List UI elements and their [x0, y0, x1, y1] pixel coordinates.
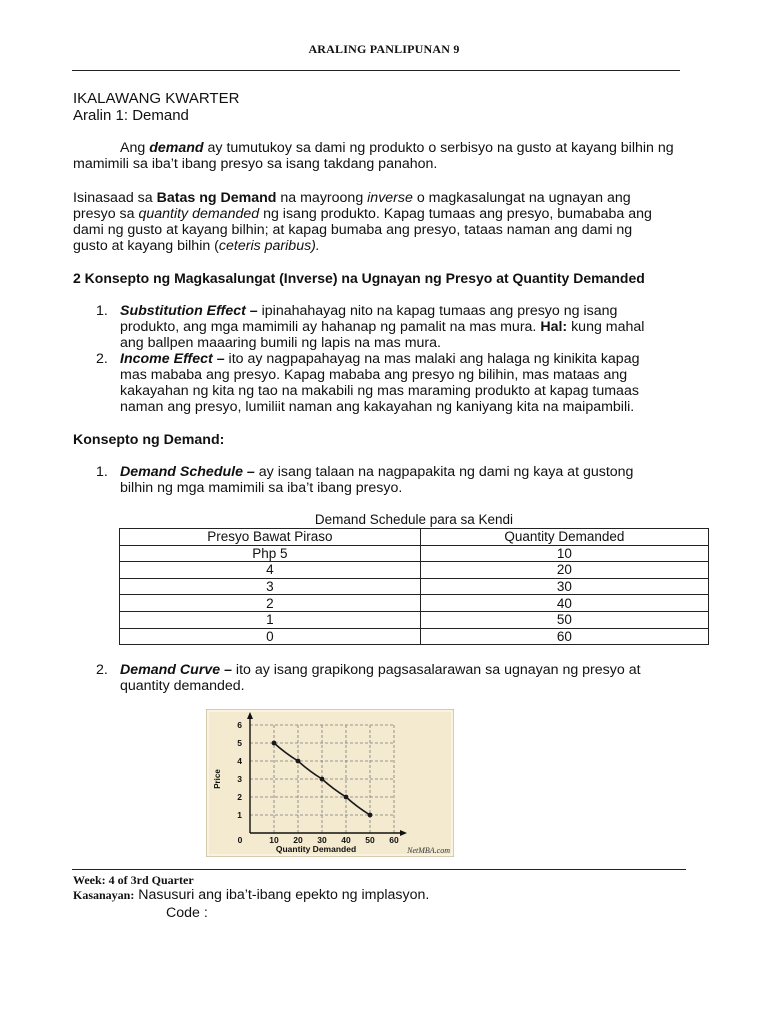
schedule-line1	[120, 464, 633, 480]
x-tick-label: 40	[341, 835, 351, 845]
y-axis-label: Price	[213, 769, 222, 789]
table-cell: 40	[420, 595, 708, 612]
para2-line3: dami ng gusto at kayang bilhin; at kapag bumaba ang presyo, tataas naman ang dami ng	[73, 222, 633, 238]
effect2-line4: naman ang presyo, lumiliit naman ang kakayahan ng kaniyang kita na maipambili.	[120, 399, 635, 415]
schedule-text1: ay isang talaan na nagpapakita ng dami ng kaya at gustong	[254, 464, 634, 480]
x-tick-label: 60	[389, 835, 399, 845]
inverse-concepts-heading: 2 Konsepto ng Magkasalungat (Inverse) na Ugnayan ng Presyo at Quantity Demanded	[73, 270, 645, 286]
effect1-number: 1.	[96, 303, 108, 319]
table-caption: Demand Schedule para sa Kendi	[314, 512, 514, 527]
effect1-line3: ang ballpen maaaring bumili ng lapis na mas mura.	[120, 335, 441, 351]
x-tick-label: 30	[317, 835, 327, 845]
document-header-title: ARALING PANLIPUNAN 9	[308, 42, 460, 56]
table-row	[120, 578, 709, 595]
footer-kasanayan	[73, 887, 429, 903]
x-tick-label: 10	[269, 835, 279, 845]
para2-rest: o magkasalungat na ugnayan ang	[412, 190, 631, 206]
para1-line2: mamimili sa iba’t ibang presyo sa isang takdang panahon.	[73, 156, 438, 172]
data-point	[368, 813, 373, 818]
x-axis-label: Quantity Demanded	[275, 844, 357, 854]
table-cell: 60	[420, 628, 708, 645]
curve-line2: quantity demanded.	[120, 678, 245, 694]
effect2-text1: ito ay nagpapahayag na mas malaki ang halaga ng kinikita kapag	[224, 351, 640, 367]
para2-line2-pre: presyo sa	[73, 206, 139, 222]
table-cell: 3	[120, 578, 421, 595]
para2-line2	[73, 206, 652, 222]
para2-line1	[73, 190, 631, 206]
table-row	[120, 611, 709, 628]
y-tick-label: 4	[237, 756, 242, 766]
demand-concepts-heading: Konsepto ng Demand:	[73, 432, 225, 448]
table-cell: 4	[120, 562, 421, 579]
footer-week: Week: 4 of 3rd Quarter	[73, 873, 194, 887]
para2-ceteris: ceteris paribus).	[218, 238, 320, 254]
demand-curve-chart	[206, 709, 454, 857]
table-cell: 10	[420, 545, 708, 562]
x-tick-label: 50	[365, 835, 375, 845]
table-row	[120, 545, 709, 562]
effect2-line2: mas mababa ang presyo. Kapag mababa ang presyo ng bilihin, mas mataas ang	[120, 367, 628, 383]
kasanayan-label: Kasanayan:	[73, 888, 135, 902]
footer-code: Code :	[166, 905, 208, 921]
table-row	[120, 595, 709, 612]
y-tick-label: 3	[237, 774, 242, 784]
footer-rule	[72, 869, 686, 870]
table-cell: 20	[420, 562, 708, 579]
schedule-number: 1.	[96, 464, 108, 480]
effect1-text1: ipinahahayag nito na kapag tumaas ang presyo ng isang	[257, 303, 618, 319]
para1-pre: Ang	[120, 140, 150, 156]
header-rule	[72, 70, 680, 71]
table-cell: 0	[120, 628, 421, 645]
effect1-line2	[120, 319, 644, 335]
para2-law: Batas ng Demand	[156, 190, 277, 206]
y-tick-label: 2	[237, 792, 242, 802]
table-header-quantity: Quantity Demanded	[420, 529, 708, 546]
kasanayan-text: Nasusuri ang iba’t-ibang epekto ng implasyon.	[134, 887, 430, 903]
effect1-line2-post: kung mahal	[567, 319, 645, 335]
table-header-price: Presyo Bawat Piraso	[120, 529, 421, 546]
table-cell: 2	[120, 595, 421, 612]
para2-mid: na mayroong	[276, 190, 368, 206]
data-point	[272, 741, 277, 746]
chart-background	[206, 709, 454, 857]
effect1-term: Substitution Effect –	[120, 303, 258, 319]
table-cell: 1	[120, 611, 421, 628]
para2-qd: quantity demanded	[138, 206, 260, 222]
para2-line2-rest: ng isang produkto. Kapag tumaas ang presyo, bumababa ang	[259, 206, 652, 222]
y-tick-label: 6	[237, 720, 242, 730]
data-point	[296, 759, 301, 764]
quarter-heading: IKALAWANG KWARTER	[73, 90, 240, 107]
schedule-line2: bilhin ng mga mamimili sa iba’t ibang presyo.	[120, 480, 403, 496]
x-tick-label: 0	[237, 835, 243, 845]
effect2-line3: kakayahan ng kita ng tao na makabili ng mas maraming produkto at kapag tumaas	[120, 383, 639, 399]
para2-line4	[73, 238, 320, 254]
lesson-title: Aralin 1: Demand	[73, 107, 189, 124]
effect2-line1	[120, 351, 639, 367]
y-tick-label: 1	[237, 810, 242, 820]
table-row	[120, 562, 709, 579]
data-point	[344, 795, 349, 800]
para1-rest: ay tumutukoy sa dami ng produkto o serbisyo na gusto at kayang bilhin ng	[203, 140, 674, 156]
table-header-row	[120, 529, 709, 546]
effect1-line1	[120, 303, 617, 319]
table-row	[120, 628, 709, 645]
para2-line4-pre: gusto at kayang bilhin (	[73, 238, 219, 254]
demand-schedule-table	[119, 528, 709, 645]
curve-term: Demand Curve –	[120, 662, 232, 678]
curve-number: 2.	[96, 662, 108, 678]
table-cell: 30	[420, 578, 708, 595]
schedule-term: Demand Schedule –	[120, 464, 255, 480]
effect2-number: 2.	[96, 351, 108, 367]
para1-line1	[120, 140, 674, 156]
effect2-term: Income Effect –	[120, 351, 225, 367]
data-point	[320, 777, 325, 782]
para1-term: demand	[149, 140, 204, 156]
table-cell: Php 5	[120, 545, 421, 562]
x-tick-label: 20	[293, 835, 303, 845]
curve-line1	[120, 662, 641, 678]
table-cell: 50	[420, 611, 708, 628]
y-tick-label: 5	[237, 738, 242, 748]
watermark-text: NetMBA.com	[407, 846, 450, 855]
curve-text1: ito ay isang grapikong pagsasalarawan sa ugnayan ng presyo at	[231, 662, 641, 678]
effect1-line2-pre: produkto, ang mga mamimili ay hahanap ng pamalit na mas mura.	[120, 319, 541, 335]
para2-inverse: inverse	[367, 190, 413, 206]
effect1-hal: Hal:	[540, 319, 568, 335]
para2-pre: Isinasaad sa	[73, 190, 157, 206]
